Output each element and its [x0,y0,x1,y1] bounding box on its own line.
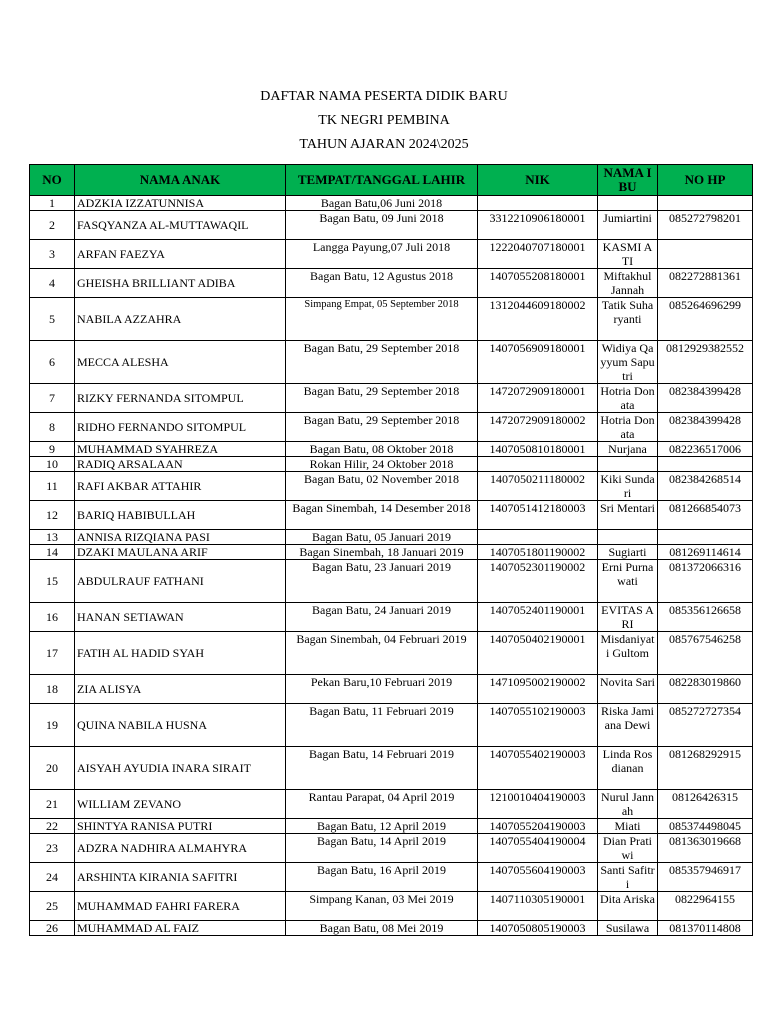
cell-nik: 1210010404190003 [478,790,598,819]
cell-no: 24 [30,863,75,892]
cell-tempat-tanggal-lahir: Bagan Batu, 23 Januari 2019 [286,560,478,603]
cell-nik: 1407051412180003 [478,501,598,530]
cell-nik: 1472072909180002 [478,413,598,442]
cell-no: 13 [30,530,75,545]
cell-nama-ibu: Linda Rosdianan [598,747,658,790]
cell-no: 12 [30,501,75,530]
cell-no-hp: 081363019668 [658,834,753,863]
header-no-hp: NO HP [658,165,753,196]
cell-nama-ibu: Hotria Donata [598,413,658,442]
table-body [30,196,753,936]
cell-no-hp: 085356126658 [658,603,753,632]
cell-nama-anak: RADIQ ARSALAAN [75,457,286,472]
table-row [30,269,753,298]
cell-no-hp: 082384268514 [658,472,753,501]
cell-nama-ibu: Nurul Jannah [598,790,658,819]
cell-tempat-tanggal-lahir: Bagan Batu,06 Juni 2018 [286,196,478,211]
cell-no-hp [658,196,753,211]
cell-nama-anak: ABDULRAUF FATHANI [75,560,286,603]
cell-nama-anak: MECCA ALESHA [75,341,286,384]
cell-nama-anak: ZIA ALISYA [75,675,286,704]
cell-nama-anak: ARFAN FAEZYA [75,240,286,269]
cell-nama-anak: WILLIAM ZEVANO [75,790,286,819]
table-row [30,863,753,892]
table-row [30,413,753,442]
cell-no: 14 [30,545,75,560]
table-row [30,211,753,240]
table-row [30,747,753,790]
table-row [30,790,753,819]
header-nik: NIK [478,165,598,196]
header-nama-anak: NAMA ANAK [75,165,286,196]
academic-year: TAHUN AJARAN 2024\2025 [299,137,469,152]
cell-nama-anak: MUHAMMAD FAHRI FARERA [75,892,286,921]
cell-nama-ibu: Riska Jamiana Dewi [598,704,658,747]
cell-no: 4 [30,269,75,298]
cell-no-hp: 08126426315 [658,790,753,819]
cell-tempat-tanggal-lahir: Bagan Batu, 05 Januari 2019 [286,530,478,545]
cell-tempat-tanggal-lahir: Bagan Sinembah, 14 Desember 2018 [286,501,478,530]
cell-nama-ibu: Sugiarti [598,545,658,560]
student-table [29,164,753,936]
table-row [30,240,753,269]
cell-no-hp: 0822964155 [658,892,753,921]
cell-nama-ibu: Hotria Donata [598,384,658,413]
cell-tempat-tanggal-lahir: Bagan Batu, 14 April 2019 [286,834,478,863]
cell-no: 9 [30,442,75,457]
table-row [30,196,753,211]
cell-nama-ibu [598,530,658,545]
cell-tempat-tanggal-lahir: Bagan Batu, 09 Juni 2018 [286,211,478,240]
cell-no: 8 [30,413,75,442]
cell-nama-anak: ARSHINTA KIRANIA SAFITRI [75,863,286,892]
cell-no: 18 [30,675,75,704]
cell-no-hp: 082272881361 [658,269,753,298]
cell-no-hp: 082283019860 [658,675,753,704]
cell-nama-anak: FASQYANZA AL-MUTTAWAQIL [75,211,286,240]
cell-no-hp: 085272727354 [658,704,753,747]
document-title: DAFTAR NAMA PESERTA DIDIK BARU [260,89,508,104]
cell-nik: 1407055204190003 [478,819,598,834]
cell-nama-anak: SHINTYA RANISA PUTRI [75,819,286,834]
cell-tempat-tanggal-lahir: Bagan Batu, 08 Oktober 2018 [286,442,478,457]
cell-tempat-tanggal-lahir: Rantau Parapat, 04 April 2019 [286,790,478,819]
cell-tempat-tanggal-lahir: Bagan Sinembah, 18 Januari 2019 [286,545,478,560]
cell-nama-anak: RAFI AKBAR ATTAHIR [75,472,286,501]
cell-nama-anak: BARIQ HABIBULLAH [75,501,286,530]
cell-nama-anak: ADZKIA IZZATUNNISA [75,196,286,211]
cell-no: 23 [30,834,75,863]
cell-nama-ibu: Tatik Suharyanti [598,298,658,341]
cell-tempat-tanggal-lahir: Bagan Batu, 29 September 2018 [286,413,478,442]
cell-no: 26 [30,921,75,936]
cell-nama-ibu: Widiya Qayyum Saputri [598,341,658,384]
cell-nik: 1407055402190003 [478,747,598,790]
cell-tempat-tanggal-lahir: Simpang Empat, 05 September 2018 [286,298,478,341]
cell-no-hp: 081266854073 [658,501,753,530]
cell-nama-anak: AISYAH AYUDIA INARA SIRAIT [75,747,286,790]
cell-nama-anak: GHEISHA BRILLIANT ADIBA [75,269,286,298]
cell-nik: 1407050805190003 [478,921,598,936]
cell-no: 20 [30,747,75,790]
header-nama-ibu: NAMA IBU [598,165,658,196]
table-row [30,603,753,632]
cell-nik: 1407052301190002 [478,560,598,603]
cell-no-hp: 082384399428 [658,413,753,442]
cell-nik: 1472072909180001 [478,384,598,413]
table-row [30,530,753,545]
cell-tempat-tanggal-lahir: Bagan Batu, 29 September 2018 [286,384,478,413]
cell-no: 15 [30,560,75,603]
cell-nama-ibu: Miftakhul Jannah [598,269,658,298]
cell-no: 6 [30,341,75,384]
cell-nama-ibu: Dita Ariska [598,892,658,921]
cell-nama-anak: NABILA AZZAHRA [75,298,286,341]
cell-nama-ibu: KASMI ATI [598,240,658,269]
table-row [30,298,753,341]
cell-no-hp: 082384399428 [658,384,753,413]
table-header-row [30,165,753,196]
cell-nama-anak: ADZRA NADHIRA ALMAHYRA [75,834,286,863]
table-row [30,632,753,675]
cell-nama-ibu: Nurjana [598,442,658,457]
cell-tempat-tanggal-lahir: Langga Payung,07 Juli 2018 [286,240,478,269]
cell-nama-anak: MUHAMMAD AL FAIZ [75,921,286,936]
table-row [30,384,753,413]
cell-tempat-tanggal-lahir: Simpang Kanan, 03 Mei 2019 [286,892,478,921]
cell-nama-anak: DZAKI MAULANA ARIF [75,545,286,560]
cell-nama-anak: FATIH AL HADID SYAH [75,632,286,675]
cell-no: 10 [30,457,75,472]
table-row [30,819,753,834]
cell-no-hp: 082236517006 [658,442,753,457]
cell-nama-anak: HANAN SETIAWAN [75,603,286,632]
cell-no: 21 [30,790,75,819]
cell-nama-ibu: Susilawa [598,921,658,936]
cell-nama-ibu [598,457,658,472]
cell-tempat-tanggal-lahir: Bagan Batu, 08 Mei 2019 [286,921,478,936]
table-row [30,704,753,747]
table-row [30,675,753,704]
table-row [30,921,753,936]
cell-tempat-tanggal-lahir: Bagan Batu, 16 April 2019 [286,863,478,892]
cell-nama-ibu: Misdaniyati Gultom [598,632,658,675]
cell-nik [478,457,598,472]
cell-nik: 1407052401190001 [478,603,598,632]
cell-nama-anak: ANNISA RIZQIANA PASI [75,530,286,545]
cell-no: 22 [30,819,75,834]
cell-nama-ibu: Kiki Sundari [598,472,658,501]
cell-nama-anak: QUINA NABILA HUSNA [75,704,286,747]
table-row [30,560,753,603]
cell-no-hp: 085264696299 [658,298,753,341]
cell-tempat-tanggal-lahir: Bagan Batu, 12 April 2019 [286,819,478,834]
table-row [30,545,753,560]
cell-no: 19 [30,704,75,747]
cell-nik: 1471095002190002 [478,675,598,704]
cell-no: 3 [30,240,75,269]
cell-nama-ibu: Sri Mentari [598,501,658,530]
cell-tempat-tanggal-lahir: Bagan Batu, 29 September 2018 [286,341,478,384]
cell-tempat-tanggal-lahir: Pekan Baru,10 Februari 2019 [286,675,478,704]
cell-tempat-tanggal-lahir: Bagan Batu, 11 Februari 2019 [286,704,478,747]
cell-no-hp: 085357946917 [658,863,753,892]
cell-no-hp: 081370114808 [658,921,753,936]
header-no: NO [30,165,75,196]
table-row [30,892,753,921]
table-row [30,341,753,384]
cell-nik [478,530,598,545]
cell-nik: 1407055404190004 [478,834,598,863]
cell-no-hp [658,240,753,269]
table-row [30,501,753,530]
cell-tempat-tanggal-lahir: Bagan Sinembah, 04 Februari 2019 [286,632,478,675]
cell-nama-anak: RIDHO FERNANDO SITOMPUL [75,413,286,442]
cell-nama-ibu: Erni Purnawati [598,560,658,603]
cell-nama-ibu: Dian Pratiwi [598,834,658,863]
cell-no: 2 [30,211,75,240]
cell-no-hp [658,457,753,472]
table-row [30,472,753,501]
cell-nama-ibu: Jumiartini [598,211,658,240]
cell-tempat-tanggal-lahir: Rokan Hilir, 24 Oktober 2018 [286,457,478,472]
cell-tempat-tanggal-lahir: Bagan Batu, 14 Februari 2019 [286,747,478,790]
cell-nama-ibu [598,196,658,211]
table-row [30,442,753,457]
cell-nik: 1407055102190003 [478,704,598,747]
cell-nik: 1407055208180001 [478,269,598,298]
cell-nik: 1407050810180001 [478,442,598,457]
cell-no-hp: 081269114614 [658,545,753,560]
cell-no-hp: 081372066316 [658,560,753,603]
cell-tempat-tanggal-lahir: Bagan Batu, 02 November 2018 [286,472,478,501]
cell-no-hp: 0812929382552 [658,341,753,384]
cell-no-hp [658,530,753,545]
cell-no-hp: 085767546258 [658,632,753,675]
cell-nik [478,196,598,211]
cell-no: 5 [30,298,75,341]
table-row [30,834,753,863]
cell-nama-ibu: Novita Sari [598,675,658,704]
cell-tempat-tanggal-lahir: Bagan Batu, 12 Agustus 2018 [286,269,478,298]
cell-no-hp: 081268292915 [658,747,753,790]
cell-nik: 1407051801190002 [478,545,598,560]
header-tempat-tanggal-lahir: TEMPAT/TANGGAL LAHIR [286,165,478,196]
school-name: TK NEGRI PEMBINA [318,113,450,128]
cell-no-hp: 085272798201 [658,211,753,240]
cell-nik: 1407056909180001 [478,341,598,384]
cell-tempat-tanggal-lahir: Bagan Batu, 24 Januari 2019 [286,603,478,632]
cell-nama-anak: MUHAMMAD SYAHREZA [75,442,286,457]
cell-nama-anak: RIZKY FERNANDA SITOMPUL [75,384,286,413]
cell-no: 11 [30,472,75,501]
cell-nama-ibu: EVITAS ARI [598,603,658,632]
cell-nik: 3312210906180001 [478,211,598,240]
cell-nik: 1407050402190001 [478,632,598,675]
table-row [30,457,753,472]
cell-no: 1 [30,196,75,211]
cell-no: 25 [30,892,75,921]
cell-nik: 1407050211180002 [478,472,598,501]
cell-nik: 1312044609180002 [478,298,598,341]
cell-no: 17 [30,632,75,675]
cell-no: 16 [30,603,75,632]
cell-no: 7 [30,384,75,413]
document-title-block [0,86,768,158]
cell-nik: 1222040707180001 [478,240,598,269]
cell-no-hp: 085374498045 [658,819,753,834]
cell-nik: 1407110305190001 [478,892,598,921]
cell-nik: 1407055604190003 [478,863,598,892]
cell-nama-ibu: Miati [598,819,658,834]
cell-nama-ibu: Santi Safitri [598,863,658,892]
